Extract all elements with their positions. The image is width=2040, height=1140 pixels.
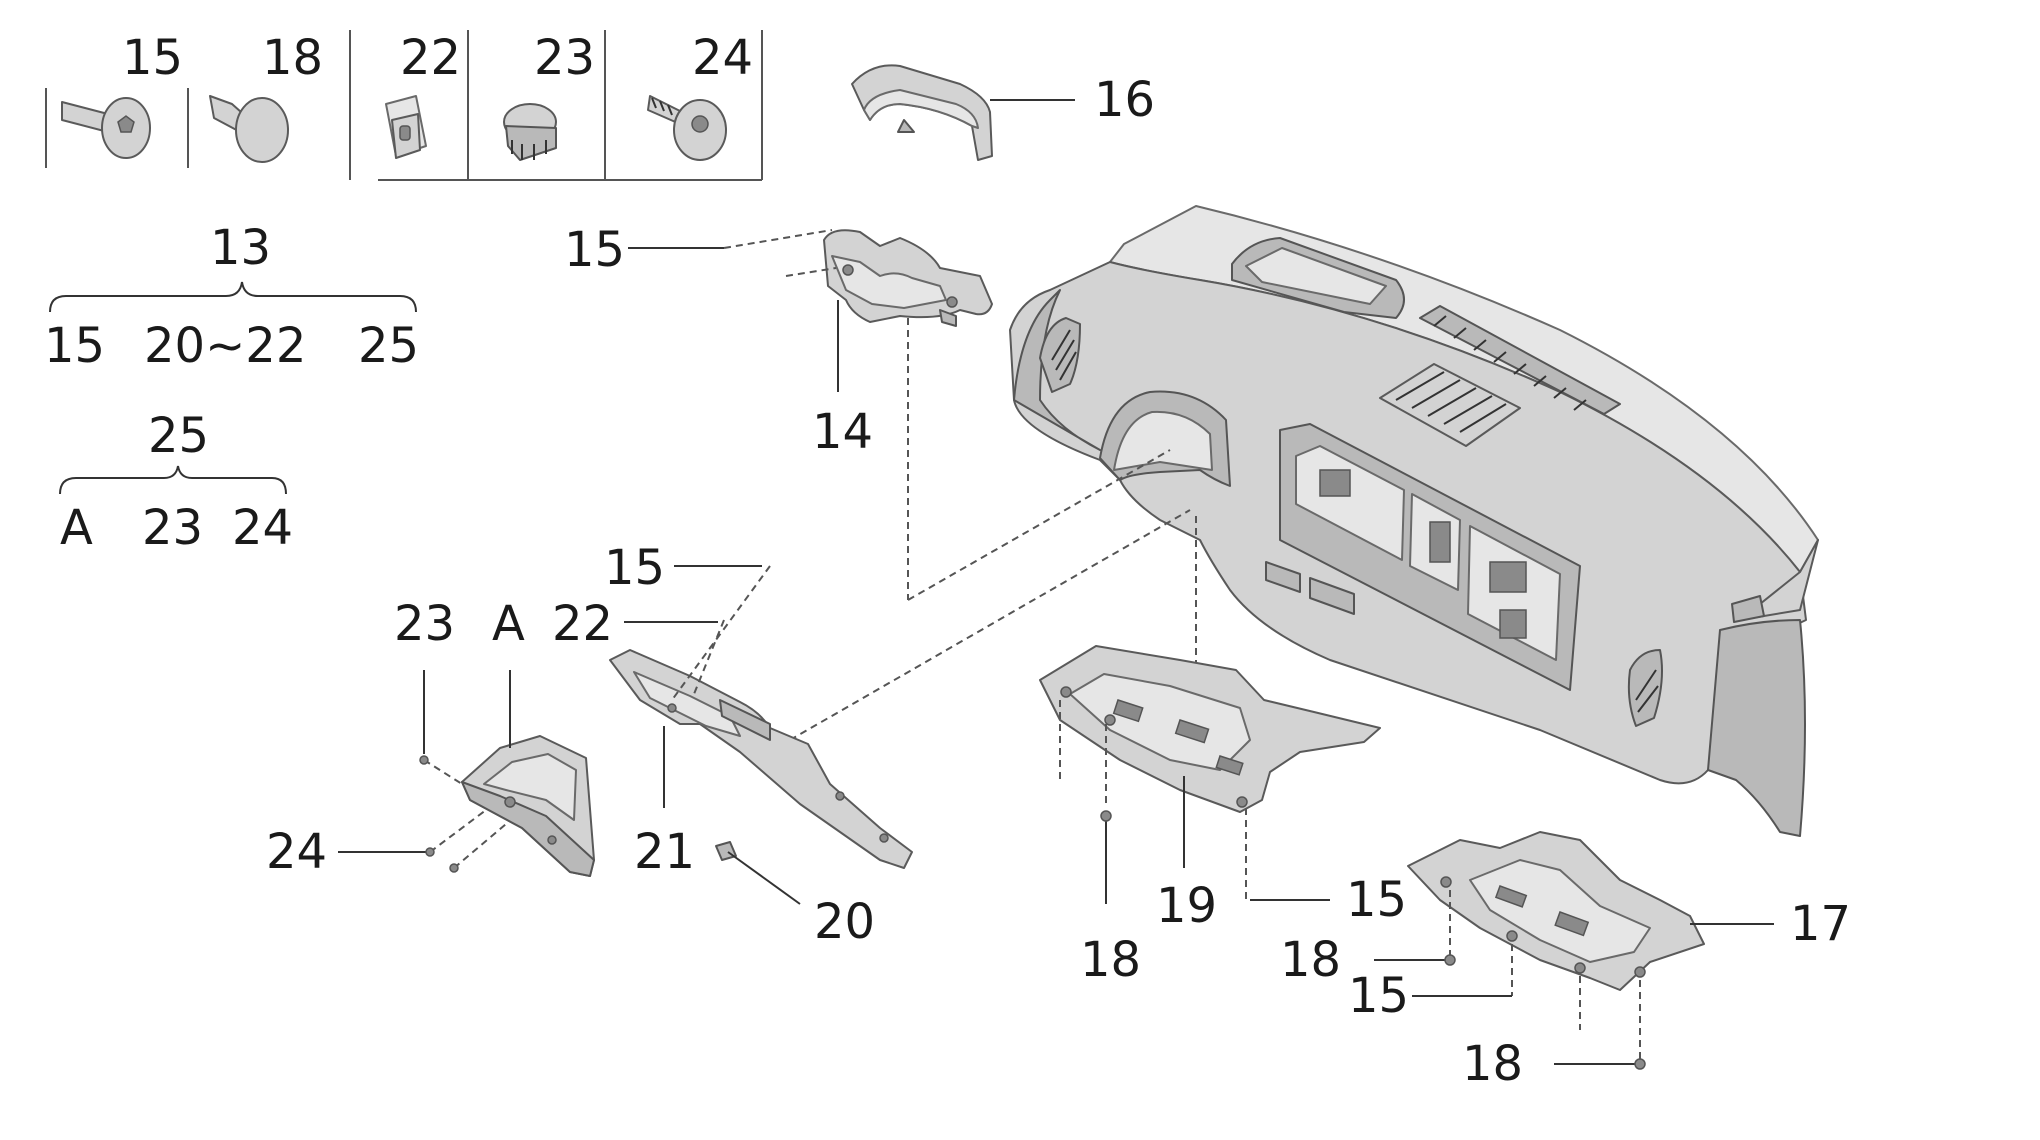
kit-25-group bbox=[60, 408, 293, 556]
kit-25-item-a: A bbox=[60, 500, 93, 556]
legend-label-24: 24 bbox=[692, 30, 754, 86]
kit-25-item-23: 23 bbox=[142, 500, 204, 556]
clip-18-icon bbox=[210, 96, 288, 162]
callout-a: A bbox=[492, 596, 525, 652]
fastener-legend bbox=[46, 30, 762, 180]
legend-label-23: 23 bbox=[534, 30, 596, 86]
part-14-column-cover-lower bbox=[564, 222, 992, 460]
legend-label-18: 18 bbox=[262, 30, 324, 86]
nut-22-icon bbox=[386, 96, 426, 158]
kit-25-item-24: 24 bbox=[232, 500, 294, 556]
part-16-column-cover-upper bbox=[852, 65, 1155, 160]
callout-15-left-panel: 15 bbox=[1346, 872, 1408, 928]
legend-label-15: 15 bbox=[122, 30, 184, 86]
clip-23-icon bbox=[504, 104, 556, 160]
kit-13-item-15: 15 bbox=[44, 318, 106, 374]
part-21-glovebox-frame bbox=[552, 540, 912, 880]
callout-15-glovebox: 15 bbox=[604, 540, 666, 596]
callout-18-right: 18 bbox=[1462, 1036, 1524, 1092]
part-19-knee-panel-left bbox=[1040, 646, 1407, 988]
callout-18-center: 18 bbox=[1280, 932, 1342, 988]
callout-19: 19 bbox=[1156, 878, 1218, 934]
part-17-knee-panel-right bbox=[1280, 832, 1851, 1092]
callout-20: 20 bbox=[814, 894, 876, 950]
callout-17: 17 bbox=[1790, 896, 1852, 952]
kit-13-group bbox=[44, 220, 419, 374]
kit-25-label: 25 bbox=[148, 408, 210, 464]
part-20-clip bbox=[716, 842, 875, 950]
screw-15-icon bbox=[62, 98, 150, 158]
callout-14: 14 bbox=[812, 404, 874, 460]
kit-13-label: 13 bbox=[210, 220, 272, 276]
callout-15-right-panel: 15 bbox=[1348, 968, 1410, 1024]
callout-23: 23 bbox=[394, 596, 456, 652]
legend-label-22: 22 bbox=[400, 30, 462, 86]
callout-16: 16 bbox=[1094, 72, 1156, 128]
kit-13-item-25: 25 bbox=[358, 318, 420, 374]
callout-21: 21 bbox=[634, 824, 696, 880]
callout-15-column: 15 bbox=[564, 222, 626, 278]
part-a-storage-bin bbox=[266, 596, 594, 880]
callout-18-left: 18 bbox=[1080, 932, 1142, 988]
screw-24-icon bbox=[648, 96, 726, 160]
kit-13-item-20-22: 20~22 bbox=[144, 318, 307, 374]
callout-24: 24 bbox=[266, 824, 328, 880]
callout-22: 22 bbox=[552, 596, 614, 652]
